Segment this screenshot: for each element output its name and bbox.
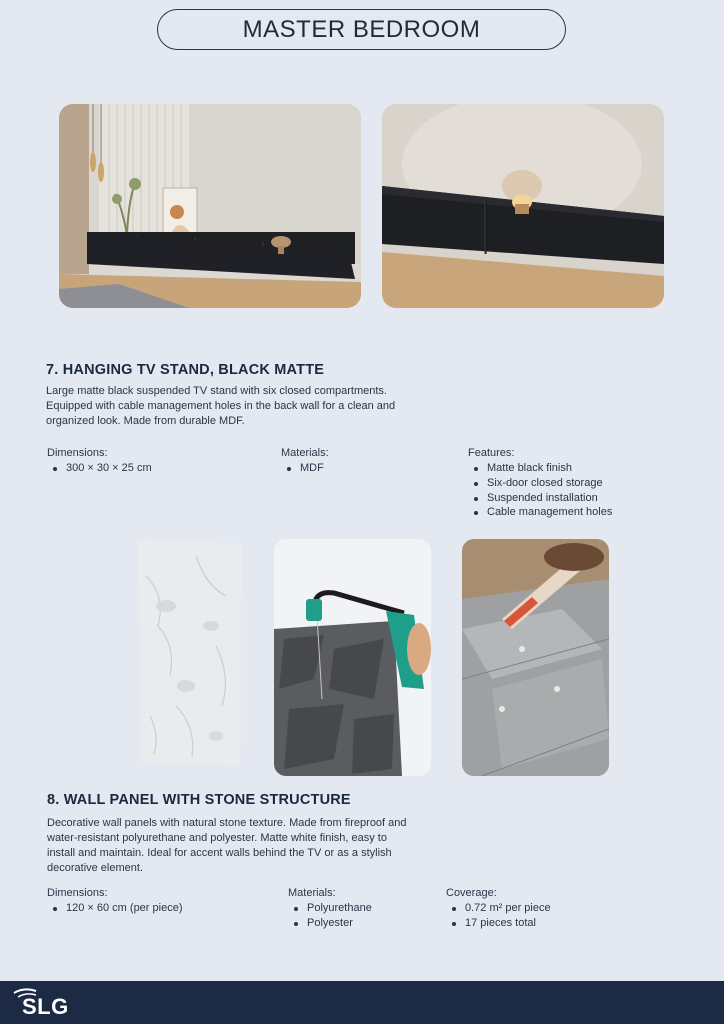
footer-bar xyxy=(0,981,724,1024)
wall-panel-materials: Materials: Polyurethane Polyester xyxy=(288,887,372,929)
wall-panel-description: Decorative wall panels with natural stone texture. Made from fireproof and water-resistant polyurethane and polyester. Matte white finish, easy to install and maintain. Ideal for accent walls behind the TV or as a stylish decorative element. xyxy=(47,817,407,874)
list-item: Suspended installation xyxy=(468,491,612,506)
list-item: 17 pieces total xyxy=(446,916,551,931)
wall-panel-dimensions: Dimensions: 120 × 60 cm (per piece) xyxy=(47,887,183,914)
tv-stand-dimensions: Dimensions: 300 × 30 × 25 cm xyxy=(47,447,152,474)
page-title: MASTER BEDROOM xyxy=(157,9,566,50)
tv-stand-description: Large matte black suspended TV stand with six closed compartments. Equipped with cable management holes in the back wall for a clean and organized look. Made from durable MDF. xyxy=(46,385,396,427)
list-item: Polyester xyxy=(288,916,372,931)
tv-stand-detail-photo xyxy=(382,104,664,308)
grey-stone-panel-cutting-photo xyxy=(274,539,431,776)
tv-stand-title: 7. HANGING TV STAND, BLACK MATTE xyxy=(46,362,325,378)
list-item: 120 × 60 cm (per piece) xyxy=(47,901,182,916)
list-item: Matte black finish xyxy=(468,461,612,476)
list-item: 300 × 30 × 25 cm xyxy=(47,461,152,476)
tv-stand-features: Features: Matte black finish Six-door closed storage Suspended installation Cable management holes xyxy=(468,447,613,519)
list-item: 0.72 m² per piece xyxy=(446,901,551,916)
slg-logo: SLG xyxy=(22,994,69,1019)
list-item: Cable management holes xyxy=(468,505,612,520)
tv-stand-materials: Materials: MDF xyxy=(281,447,329,474)
white-stone-panel-photo xyxy=(136,536,244,768)
tv-stand-room-photo xyxy=(59,104,361,308)
wall-panel-coverage: Coverage: 0.72 m² per piece 17 pieces total xyxy=(446,887,551,929)
stone-panel-installation-photo xyxy=(462,539,609,776)
list-item: Polyurethane xyxy=(288,901,372,916)
wall-panel-title: 8. WALL PANEL WITH STONE STRUCTURE xyxy=(47,792,351,808)
list-item: MDF xyxy=(281,461,329,476)
list-item: Six-door closed storage xyxy=(468,476,612,491)
